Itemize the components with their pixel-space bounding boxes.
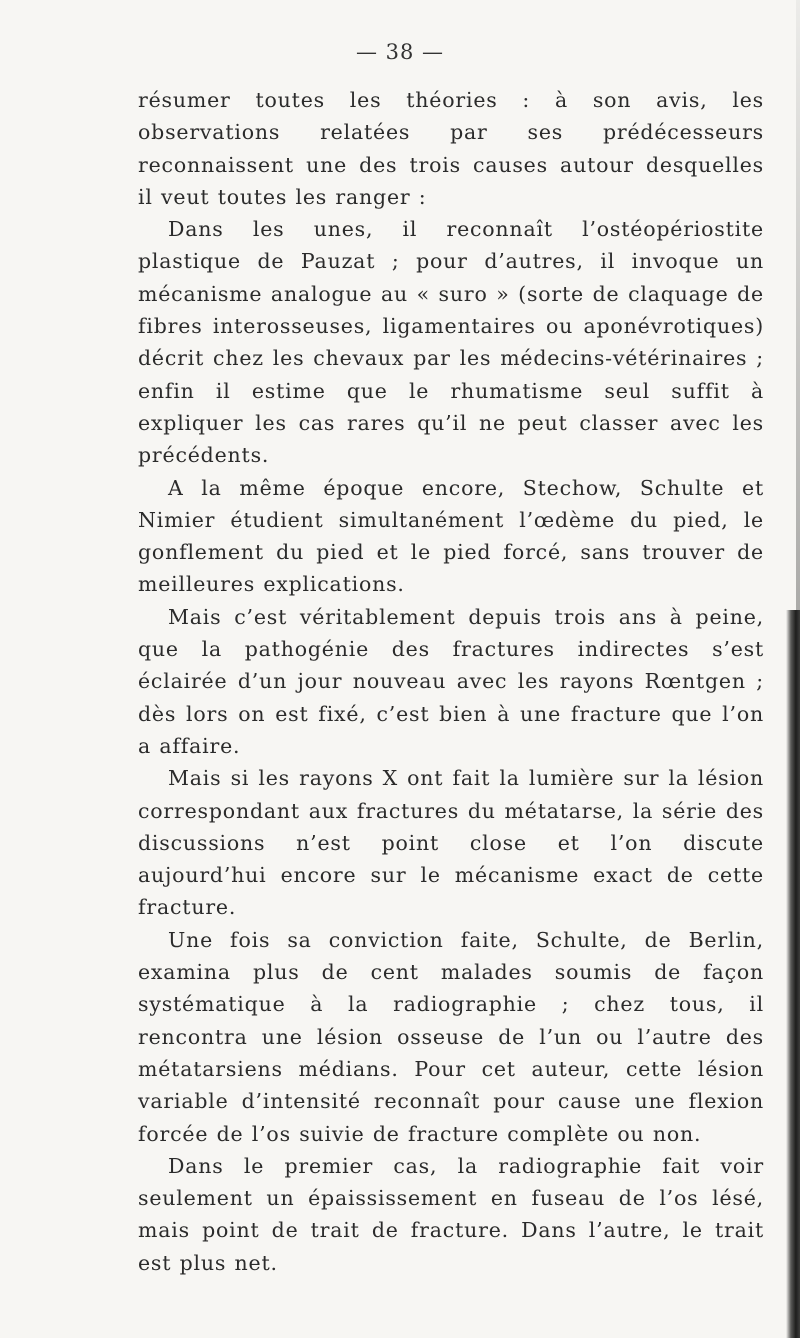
paragraph: Une fois sa conviction faite, Schulte, de Berlin, examina plus de cent malades soumis de façon systématique à la radiographie ; chez tous, il rencontra une lésion osseuse de l’un ou l’autre des métatarsiens médians. Pour cet auteur, cette lésion variable d’intensité reconnaît pour cause une flexion forcée de l’os suivie de fracture complète ou non. bbox=[138, 927, 764, 1146]
body-text bbox=[138, 84, 764, 1279]
paragraph: Mais c’est véritablement depuis trois ans à peine, que la pathogénie des fractures indirectes s’est éclairée d’un jour nouveau avec les rayons Rœntgen ; dès lors on est fixé, c’est bien à une fracture que l’on a affaire. bbox=[138, 604, 764, 758]
page-number: — 38 — bbox=[355, 40, 445, 64]
paragraph: Mais si les rayons X ont fait la lumière sur la lésion correspondant aux fractures du métatarse, la série des discussions n’est point close et l’on discute aujourd’hui encore sur le mécanisme exact de cette fracture. bbox=[138, 766, 764, 920]
scan-edge-shadow bbox=[796, 0, 800, 610]
paragraph: Dans les unes, il reconnaît l’ostéopériostite plastique de Pauzat ; pour d’autres, il invoque un mécanisme analogue au « suro » (sorte de claquage de fibres interosseuses, ligamentaires ou aponévrotiques) décrit chez les chevaux par les médecins-vétérinaires ; enfin il estime que le rhumatisme seul suffit à expliquer les cas rares qu’il ne peut classer avec les précédents. bbox=[138, 217, 764, 468]
scan-binding-edge bbox=[786, 610, 800, 1338]
paragraph: Dans le premier cas, la radiographie fait voir seulement un épaississement en fuseau de l’os lésé, mais point de trait de fracture. Dans l’autre, le trait est plus net. bbox=[138, 1153, 764, 1275]
paragraph: résumer toutes les théories : à son avis, les observations relatées par ses prédécesseurs reconnaissent une des trois causes autour desquelles il veut toutes les ranger : bbox=[138, 88, 764, 209]
paragraph: A la même époque encore, Stechow, Schulte et Nimier étudient simultanément l’œdème du pied, le gonflement du pied et le pied forcé, sans trouver de meilleures explications. bbox=[138, 475, 764, 597]
